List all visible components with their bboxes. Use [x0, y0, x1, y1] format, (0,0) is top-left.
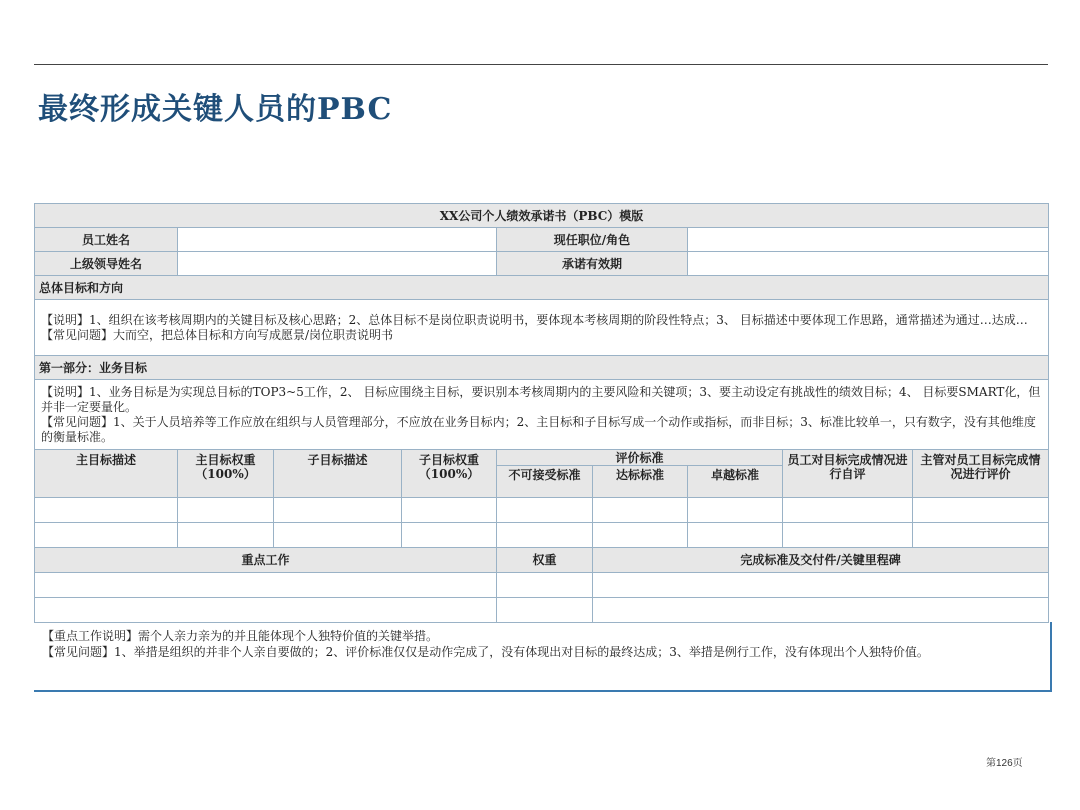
goal-row [35, 498, 1049, 523]
excellent-header: 卓越标准 [688, 466, 783, 498]
excellent-cell[interactable] [688, 523, 783, 548]
business-goal-note [35, 380, 1049, 450]
key-work-cell[interactable] [35, 573, 497, 598]
unacceptable-header: 不可接受标准 [497, 466, 593, 498]
self-eval-header: 员工对目标完成情况进行自评 [783, 450, 913, 498]
criteria-header: 评价标准 [497, 450, 783, 466]
main-weight-cell[interactable] [178, 498, 274, 523]
goal-row [35, 523, 1049, 548]
manager-eval-header: 主管对员工目标完成情况进行评价 [913, 450, 1049, 498]
business-goal-heading: 第一部分：业务目标 [35, 356, 1049, 380]
sub-goal-header: 子目标描述 [274, 450, 402, 498]
supervisor-field[interactable] [178, 252, 497, 276]
employee-name-field[interactable] [178, 228, 497, 252]
supervisor-label: 上级领导姓名 [35, 252, 178, 276]
main-goal-cell[interactable] [35, 498, 178, 523]
key-work-problem-line: 【常见问题】1、举措是组织的并非个人亲自要做的；2、评价标准仅仅是动作完成了，没有体现出对目标的最终达成；3、举措是例行工作，没有体现出个人独特价值。 [42, 645, 929, 659]
key-work-weight-cell[interactable] [497, 598, 593, 623]
achieve-cell[interactable] [593, 523, 688, 548]
page-number: 第126页 [986, 758, 1023, 769]
excellent-cell[interactable] [688, 498, 783, 523]
sub-weight-cell[interactable] [402, 523, 497, 548]
sub-weight-cell[interactable] [402, 498, 497, 523]
validity-field[interactable] [688, 252, 1049, 276]
key-work-cell[interactable] [35, 598, 497, 623]
deliverables-cell[interactable] [593, 598, 1049, 623]
deliverables-header: 完成标准及交付件/关键里程碑 [593, 548, 1049, 573]
key-work-row [35, 598, 1049, 623]
unacceptable-cell[interactable] [497, 498, 593, 523]
table-title: XX公司个人绩效承诺书（PBC）模版 [35, 204, 1049, 228]
manager-eval-cell[interactable] [913, 498, 1049, 523]
pbc-template-table [34, 203, 1049, 623]
key-work-weight-cell[interactable] [497, 573, 593, 598]
self-eval-cell[interactable] [783, 523, 913, 548]
business-goal-problem-line: 【常见问题】1、关于人员培养等工作应放在组织与人员管理部分，不应放在业务目标内；2、主目标和子目标写成一个动作或指标，而非目标；3、标准比较单一，只有数字，没有其他维度的衡量标准。 [41, 414, 1036, 444]
overall-goal-problem-line: 【常见问题】大而空，把总体目标和方向写成愿景/岗位职责说明书 [41, 327, 394, 342]
validity-label: 承诺有效期 [497, 252, 688, 276]
key-work-notes [34, 622, 1052, 692]
achieve-cell[interactable] [593, 498, 688, 523]
key-work-weight-header: 权重 [497, 548, 593, 573]
overall-goal-note-line: 【说明】1、组织在该考核周期内的关键目标及核心思路；2、总体目标不是岗位职责说明书，要体现本考核周期的阶段性特点；3、 目标描述中要体现工作思路，通常描述为通过…达成… [41, 312, 1028, 327]
position-field[interactable] [688, 228, 1049, 252]
slide-title: 最终形成关键人员的PBC [38, 92, 393, 127]
deliverables-cell[interactable] [593, 573, 1049, 598]
business-goal-note-line: 【说明】1、业务目标是为实现总目标的TOP3~5工作，2、 目标应围绕主目标，要识别本考核周期内的主要风险和关键项；3、要主动设定有挑战性的绩效目标；4、 目标要SMART化，但并非一定要量化。 [41, 384, 1041, 414]
overall-goal-heading: 总体目标和方向 [35, 276, 1049, 300]
sub-weight-header: 子目标权重（100%） [402, 450, 497, 498]
main-weight-header: 主目标权重（100%） [178, 450, 274, 498]
main-weight-cell[interactable] [178, 523, 274, 548]
achieve-header: 达标标准 [593, 466, 688, 498]
main-goal-cell[interactable] [35, 523, 178, 548]
position-label: 现任职位/角色 [497, 228, 688, 252]
manager-eval-cell[interactable] [913, 523, 1049, 548]
main-goal-header: 主目标描述 [35, 450, 178, 498]
employee-name-label: 员工姓名 [35, 228, 178, 252]
overall-goal-note [35, 300, 1049, 356]
sub-goal-cell[interactable] [274, 523, 402, 548]
unacceptable-cell[interactable] [497, 523, 593, 548]
self-eval-cell[interactable] [783, 498, 913, 523]
sub-goal-cell[interactable] [274, 498, 402, 523]
top-rule [34, 64, 1048, 65]
key-work-row [35, 573, 1049, 598]
key-work-note-line: 【重点工作说明】需个人亲力亲为的并且能体现个人独特价值的关键举措。 [42, 629, 439, 643]
key-work-header: 重点工作 [35, 548, 497, 573]
